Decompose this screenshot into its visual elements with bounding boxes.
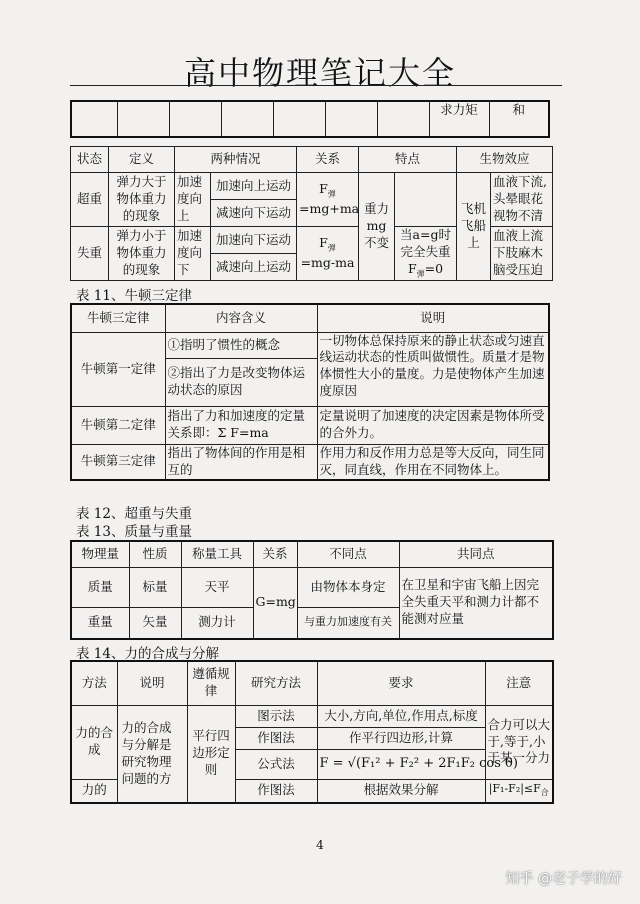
header-law: 牛顿三定律	[71, 304, 165, 332]
cell	[169, 101, 221, 137]
approach-formula: 公式法	[235, 749, 317, 779]
caption-table-11: 表 11、牛顿三定律	[76, 288, 192, 304]
header-note: 说明	[317, 304, 549, 332]
req-drawing: 作平行四边形,计算	[317, 727, 485, 749]
effect-overweight: 血液下流,头晕眼花视物不清	[491, 173, 553, 227]
law-second: 牛顿第二定律	[71, 406, 165, 444]
header-definition: 定义	[109, 147, 175, 173]
approach-drawing: 作图法	[235, 727, 317, 749]
qty-mass: 质量	[71, 567, 129, 607]
header-state: 状态	[71, 147, 109, 173]
content-force-cause: ②指出了力是改变物体运动状态的原因	[165, 358, 317, 406]
force-composition-table	[70, 660, 554, 804]
newton-laws-table	[70, 303, 550, 481]
relation-sub: 弹	[327, 189, 336, 199]
law-third: 牛顿第三定律	[71, 444, 165, 480]
tool-dynamometer: 测力计	[181, 607, 253, 639]
caption-table-12: 表 12、超重与失重	[76, 506, 192, 522]
relation-eq: =mg+ma	[299, 200, 360, 216]
document-title: 高中物理笔记大全	[183, 54, 456, 92]
case-accel-up: 加速向上运动	[211, 173, 297, 200]
note-resultant: 合力可以大于,等于,小于某一分力	[485, 705, 553, 779]
page-number: 4	[316, 838, 324, 852]
accel-down: 加速度向下	[175, 227, 211, 281]
cell	[221, 101, 273, 137]
cell	[117, 101, 169, 137]
cell	[325, 101, 377, 137]
common-point: 在卫星和宇宙飞船上因完全失重天平和测力计都不能测对应量	[399, 567, 553, 639]
content-inertia: ①指明了惯性的概念	[165, 332, 317, 358]
caption-table-13: 表 13、质量与重量	[76, 524, 192, 540]
header-content: 内容含义	[165, 304, 317, 332]
relation-eq: =mg-ma	[300, 254, 355, 270]
case-decel-up: 减速向上运动	[211, 254, 297, 281]
method-decomposition: 力的	[71, 779, 117, 803]
note-third: 作用力和反作用力总是等大反向，同生同灭，同直线，作用在不同物体上。	[317, 444, 549, 480]
rule-parallelogram: 平行四边形定则	[187, 705, 235, 803]
req-formula: F = √(F₁² + F₂² + 2F₁F₂ cos θ)	[317, 749, 485, 779]
header-bio-effect: 生物效应	[457, 147, 553, 173]
caption-table-14: 表 14、力的合成与分解	[76, 646, 219, 662]
approach-diagram: 图示法	[235, 705, 317, 727]
relation-f: F	[319, 235, 328, 251]
note-range	[485, 779, 553, 803]
header-nature: 性质	[129, 541, 181, 567]
title-underline	[70, 85, 562, 86]
header-difference: 不同点	[297, 541, 399, 567]
approach-drawing-2: 作图法	[235, 779, 317, 803]
overweight-table	[70, 146, 553, 281]
note-range-sub: 合	[540, 788, 549, 798]
note-range-text: |F₁-F₂|≤F	[488, 782, 541, 796]
header-rule: 遵循规律	[187, 661, 235, 705]
accel-up: 加速度向上	[175, 173, 211, 227]
case-accel-down: 加速向下运动	[211, 227, 297, 254]
feature-blank	[395, 173, 457, 227]
header-common: 共同点	[399, 541, 553, 567]
law-first: 牛顿第一定律	[71, 332, 165, 406]
tool-balance: 天平	[181, 567, 253, 607]
diff-weight: 与重力加速度有关	[297, 607, 399, 639]
qty-weight: 重量	[71, 607, 129, 639]
header-relation: 关系	[253, 541, 297, 567]
header-attention: 注意	[485, 661, 553, 705]
header-relation: 关系	[297, 147, 359, 173]
req-effect: 根据效果分解	[317, 779, 485, 803]
feature-cond-sub: 弹	[416, 269, 425, 279]
feature-complete-weightless	[395, 227, 457, 281]
header-tool: 称量工具	[181, 541, 253, 567]
cell-torque: 求力矩	[429, 101, 489, 137]
feature-gravity-constant: 重力mg不变	[359, 173, 395, 281]
bio-aircraft: 飞机飞船上	[457, 173, 491, 281]
note-second: 定量说明了加速度的决定因素是物体所受的合外力。	[317, 406, 549, 444]
effect-weightless: 血液上流下肢麻木脑受压迫	[491, 227, 553, 281]
explain-text: 力的合成与分解是研究物理问题的方	[117, 705, 187, 803]
relation-weightless	[297, 227, 359, 281]
nature-scalar: 标量	[129, 567, 181, 607]
content-third: 指出了物体间的作用是相互的	[165, 444, 317, 480]
nature-vector: 矢量	[129, 607, 181, 639]
note-first: 一切物体总保持原来的静止状态或匀速直线运动状态的性质叫做惯性。质量才是物体惯性大小的量度。力是使物体产生加速度原因	[317, 332, 549, 406]
header-quantity: 物理量	[71, 541, 129, 567]
header-features: 特点	[359, 147, 457, 173]
definition-overweight: 弹力大于物体重力的现象	[109, 173, 175, 227]
header-cases: 两种情况	[175, 147, 297, 173]
torque-table-fragment	[70, 100, 550, 138]
mass-weight-table	[70, 540, 554, 640]
state-overweight: 超重	[71, 173, 109, 227]
case-decel-down: 减速向下运动	[211, 200, 297, 227]
header-requirement: 要求	[317, 661, 485, 705]
diff-mass: 由物体本身定	[297, 567, 399, 607]
cell	[273, 101, 325, 137]
feature-cond-b: =0	[424, 260, 444, 276]
watermark: 知乎 @老子学的好	[505, 871, 622, 887]
method-composition: 力的合成	[71, 705, 117, 779]
req-diagram: 大小,方向,单位,作用点,标度	[317, 705, 485, 727]
relation-gmg: G=mg	[253, 567, 297, 639]
relation-f: F	[319, 181, 328, 197]
header-explain: 说明	[117, 661, 187, 705]
definition-weightless: 弹力小于物体重力的现象	[109, 227, 175, 281]
feature-cond-a: 当a=g时完全失重F	[400, 227, 451, 276]
cell	[71, 101, 117, 137]
cell-sum: 和	[489, 101, 549, 137]
cell	[377, 101, 429, 137]
state-weightless: 失重	[71, 227, 109, 281]
content-second: 指出了力和加速度的定量关系即：Σ F=ma	[165, 406, 317, 444]
header-method: 方法	[71, 661, 117, 705]
relation-sub: 弹	[327, 243, 336, 253]
relation-overweight	[297, 173, 359, 227]
header-approach: 研究方法	[235, 661, 317, 705]
